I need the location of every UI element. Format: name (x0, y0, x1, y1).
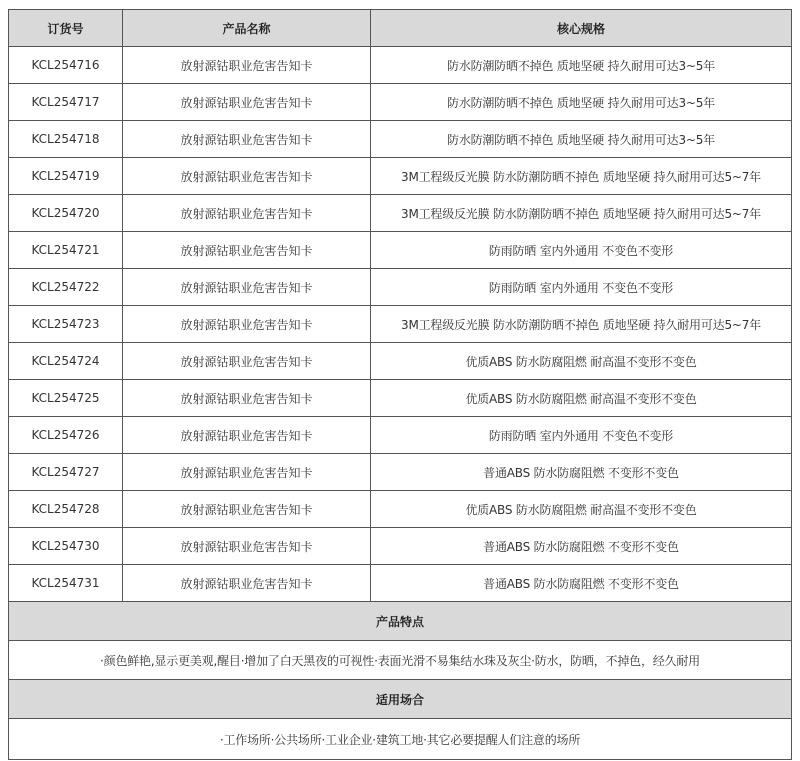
core-spec-cell: 优质ABS 防水防腐阻燃 耐高温不变形不变色 (371, 491, 792, 528)
table-row (9, 454, 792, 491)
order-number-cell: KCL254720 (9, 195, 123, 232)
table-row (9, 306, 792, 343)
core-spec-cell: 普通ABS 防水防腐阻燃 不变形不变色 (371, 454, 792, 491)
core-spec-cell: 防雨防晒 室内外通用 不变色不变形 (371, 269, 792, 306)
core-spec-cell: 3M工程级反光膜 防水防潮防晒不掉色 质地坚硬 持久耐用可达5~7年 (371, 158, 792, 195)
table-body (9, 47, 792, 602)
order-number-cell: KCL254719 (9, 158, 123, 195)
applications-text: ·工作场所·公共场所·工业企业·建筑工地·其它必要提醒人们注意的场所 (9, 719, 792, 760)
order-number-cell: KCL254731 (9, 565, 123, 602)
table-row (9, 565, 792, 602)
table-row (9, 158, 792, 195)
product-name-cell: 放射源钴职业危害告知卡 (123, 565, 371, 602)
features-text: ·颜色鲜艳,显示更美观,醒目·增加了白天黑夜的可视性·表面光滑不易集结水珠及灰尘·防水，防晒，不掉色，经久耐用 (9, 641, 792, 680)
order-number-cell: KCL254721 (9, 232, 123, 269)
header-core-spec: 核心规格 (371, 10, 792, 47)
applications-text-row (9, 719, 792, 760)
product-name-cell: 放射源钴职业危害告知卡 (123, 491, 371, 528)
product-name-cell: 放射源钴职业危害告知卡 (123, 306, 371, 343)
header-order-number: 订货号 (9, 10, 123, 47)
table-row (9, 528, 792, 565)
table-header-row (9, 10, 792, 47)
order-number-cell: KCL254722 (9, 269, 123, 306)
core-spec-cell: 防水防潮防晒不掉色 质地坚硬 持久耐用可达3~5年 (371, 121, 792, 158)
product-name-cell: 放射源钴职业危害告知卡 (123, 47, 371, 84)
table-row (9, 47, 792, 84)
core-spec-cell: 防雨防晒 室内外通用 不变色不变形 (371, 232, 792, 269)
order-number-cell: KCL254718 (9, 121, 123, 158)
core-spec-cell: 防雨防晒 室内外通用 不变色不变形 (371, 417, 792, 454)
table-row (9, 491, 792, 528)
core-spec-cell: 普通ABS 防水防腐阻燃 不变形不变色 (371, 528, 792, 565)
product-name-cell: 放射源钴职业危害告知卡 (123, 232, 371, 269)
features-title-row (9, 602, 792, 641)
features-title: 产品特点 (9, 602, 792, 641)
order-number-cell: KCL254728 (9, 491, 123, 528)
applications-title-row (9, 680, 792, 719)
table-row (9, 195, 792, 232)
product-name-cell: 放射源钴职业危害告知卡 (123, 84, 371, 121)
features-text-row (9, 641, 792, 680)
product-name-cell: 放射源钴职业危害告知卡 (123, 417, 371, 454)
table-row (9, 380, 792, 417)
core-spec-cell: 优质ABS 防水防腐阻燃 耐高温不变形不变色 (371, 343, 792, 380)
core-spec-cell: 防水防潮防晒不掉色 质地坚硬 持久耐用可达3~5年 (371, 47, 792, 84)
table-row (9, 84, 792, 121)
table-row (9, 232, 792, 269)
product-name-cell: 放射源钴职业危害告知卡 (123, 380, 371, 417)
product-table (8, 9, 792, 760)
order-number-cell: KCL254717 (9, 84, 123, 121)
order-number-cell: KCL254723 (9, 306, 123, 343)
table-row (9, 343, 792, 380)
product-spec-sheet (8, 9, 792, 760)
core-spec-cell: 防水防潮防晒不掉色 质地坚硬 持久耐用可达3~5年 (371, 84, 792, 121)
product-name-cell: 放射源钴职业危害告知卡 (123, 158, 371, 195)
order-number-cell: KCL254716 (9, 47, 123, 84)
order-number-cell: KCL254726 (9, 417, 123, 454)
product-name-cell: 放射源钴职业危害告知卡 (123, 343, 371, 380)
product-name-cell: 放射源钴职业危害告知卡 (123, 269, 371, 306)
table-row (9, 269, 792, 306)
core-spec-cell: 普通ABS 防水防腐阻燃 不变形不变色 (371, 565, 792, 602)
core-spec-cell: 3M工程级反光膜 防水防潮防晒不掉色 质地坚硬 持久耐用可达5~7年 (371, 306, 792, 343)
product-name-cell: 放射源钴职业危害告知卡 (123, 121, 371, 158)
table-row (9, 417, 792, 454)
applications-title: 适用场合 (9, 680, 792, 719)
order-number-cell: KCL254724 (9, 343, 123, 380)
product-name-cell: 放射源钴职业危害告知卡 (123, 528, 371, 565)
order-number-cell: KCL254725 (9, 380, 123, 417)
core-spec-cell: 优质ABS 防水防腐阻燃 耐高温不变形不变色 (371, 380, 792, 417)
product-name-cell: 放射源钴职业危害告知卡 (123, 454, 371, 491)
product-name-cell: 放射源钴职业危害告知卡 (123, 195, 371, 232)
order-number-cell: KCL254727 (9, 454, 123, 491)
core-spec-cell: 3M工程级反光膜 防水防潮防晒不掉色 质地坚硬 持久耐用可达5~7年 (371, 195, 792, 232)
header-product-name: 产品名称 (123, 10, 371, 47)
table-row (9, 121, 792, 158)
order-number-cell: KCL254730 (9, 528, 123, 565)
